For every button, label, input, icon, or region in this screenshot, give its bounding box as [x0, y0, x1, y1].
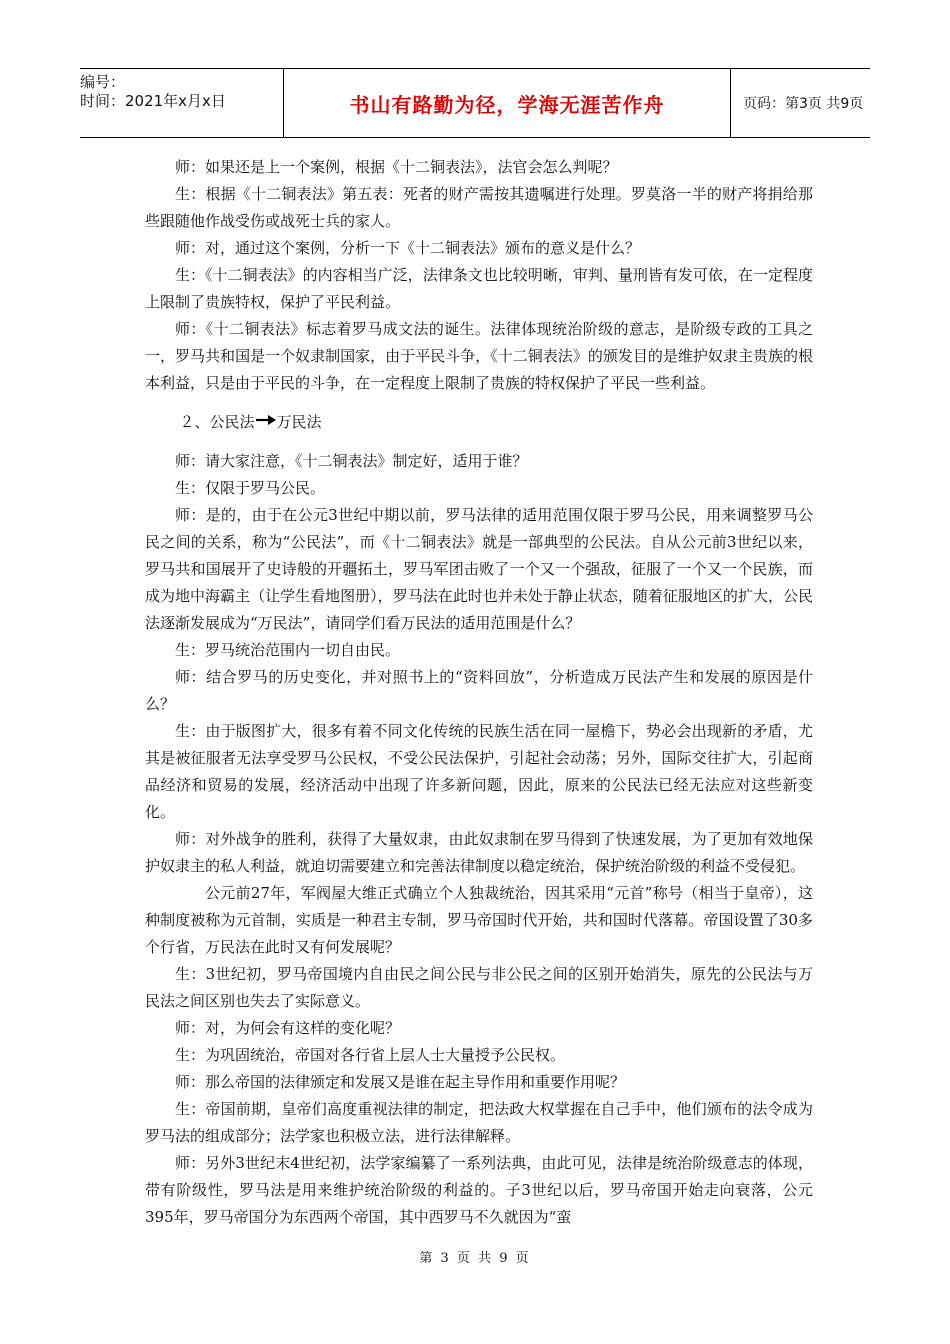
number-label: 编号： — [80, 73, 126, 91]
page-footer: 第 3 页 共 9 页 — [419, 1251, 531, 1266]
paragraph: 生：《十二铜表法》的内容相当广泛，法律条文也比较明晰，审判、量刑皆有发可依，在一定程度上限制了贵族特权，保护了平民利益。 — [145, 266, 813, 311]
time-label: 时间：2021年x月x日 — [80, 92, 226, 110]
paragraph: 公元前27年，军阀屋大维正式确立个人独裁统治，因其采用“元首”称号（相当于皇帝），这种制度被称为元首制，实质是一种君主专制，罗马帝国时代开始，共和国时代落幕。帝国设置了30多个行省，万民法在此时又有何发展呢？ — [145, 884, 813, 956]
paragraph: 生：罗马统治范围内一切自由民。 — [175, 641, 401, 659]
document-body — [145, 154, 813, 1231]
paragraph: 生：仅限于罗马公民。 — [175, 479, 326, 497]
paragraph: 生：3世纪初，罗马帝国境内自由民之间公民与非公民之间的区别开始消失，原先的公民法与万民法之间区别也失去了实际意义。 — [145, 965, 813, 1010]
paragraph: 师：如果还是上一个案例，根据《十二铜表法》，法官会怎么判呢？ — [175, 158, 618, 176]
paragraph: 师：请大家注意，《十二铜表法》制定好，适用于谁？ — [175, 452, 528, 470]
header-meta — [80, 69, 283, 137]
motto-text: 书山有路勤为径，学海无涯苦作舟 — [349, 92, 665, 117]
header-motto-cell — [283, 69, 731, 137]
right-arrow-icon — [255, 408, 277, 435]
paragraph: 生：帝国前期，皇帝们高度重视法律的制定，把法政大权掌握在自己手中，他们颁布的法令成为罗马法的组成部分；法学家也积极立法，进行法律解释。 — [145, 1100, 813, 1145]
document-header — [80, 68, 870, 138]
section-heading — [145, 409, 813, 436]
paragraph: 师：另外3世纪末4世纪初，法学家编纂了一系列法典，由此可见，法律是统治阶级意志的体现，带有阶级性，罗马法是用来维护统治阶级的利益的。子3世纪以后，罗马帝国开始走向衰落，公元395年，罗马帝国分为东西两个帝国，其中西罗马不久就因为“蛮 — [145, 1154, 813, 1226]
paragraph: 师：对外战争的胜利，获得了大量奴隶，由此奴隶制在罗马得到了快速发展，为了更加有效地保护奴隶主的私人利益，就迫切需要建立和完善法律制度以稳定统治，保护统治阶级的利益不受侵犯。 — [145, 830, 813, 875]
paragraph: 师：是的，由于在公元3世纪中期以前，罗马法律的适用范围仅限于罗马公民，用来调整罗马公民之间的关系，称为“公民法”，而《十二铜表法》就是一部典型的公民法。自从公元前3世纪以来，罗马共和国展开了史诗般的开疆拓土，罗马军团击败了一个又一个强敌，征服了一个又一个民族，而成为地中海霸主（让学生看地图册），罗马法在此时也并未处于静止状态，随着征服地区的扩大，公民法逐渐发展成为“万民法”，请同学们看万民法的适用范围是什么？ — [145, 506, 813, 632]
paragraph: 生：由于版图扩大，很多有着不同文化传统的民族生活在同一屋檐下，势必会出现新的矛盾，尤其是被征服者无法享受罗马公民权，不受公民法保护，引起社会动荡；另外，国际交往扩大，引起商品经济和贸易的发展，经济活动中出现了许多新问题，因此，原来的公民法已经无法应对这些新变化。 — [145, 722, 813, 821]
paragraph: 师：《十二铜表法》标志着罗马成文法的诞生。法律体现统治阶级的意志，是阶级专政的工具之一，罗马共和国是一个奴隶制国家，由于平民斗争，《十二铜表法》的颁发目的是维护奴隶主贵族的根本利益，只是由于平民的斗争，在一定程度上限制了贵族的特权保护了平民一些利益。 — [145, 320, 813, 392]
paragraph: 师：那么帝国的法律颁定和发展又是谁在起主导作用和重要作用呢？ — [175, 1073, 626, 1091]
paragraph: 师：对，为何会有这样的变化呢？ — [175, 1019, 401, 1037]
section-prefix: ２、公民法 — [179, 413, 255, 431]
paragraph: 师：对，通过这个案例，分析一下《十二铜表法》颁布的意义是什么？ — [175, 239, 641, 257]
paragraph: 生：根据《十二铜表法》第五表：死者的财产需按其遗嘱进行处理。罗莫洛一半的财产将捐给那些跟随他作战受伤或战死士兵的家人。 — [145, 185, 813, 230]
paragraph: 师：结合罗马的历史变化，并对照书上的“资料回放”，分析造成万民法产生和发展的原因是什么？ — [145, 668, 813, 713]
header-page-code — [731, 69, 870, 137]
paragraph: 生：为巩固统治，帝国对各行省上层人士大量授予公民权。 — [175, 1046, 566, 1064]
page-code-text: 页码：第3页 共9页 — [743, 96, 864, 112]
section-suffix: 万民法 — [276, 413, 322, 431]
